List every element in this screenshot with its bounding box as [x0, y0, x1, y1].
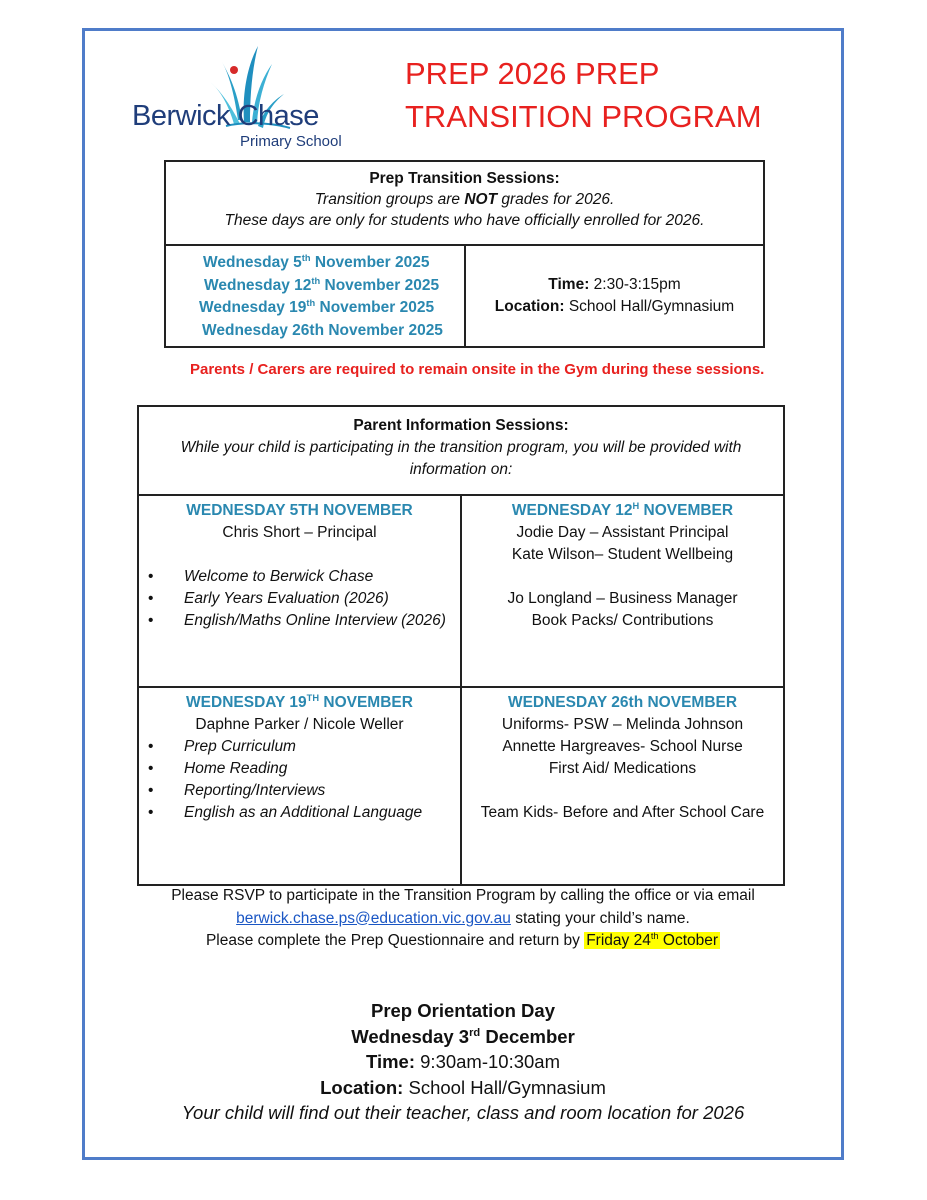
- session-line: Uniforms- PSW – Melinda Johnson: [501, 716, 744, 733]
- info-session-19th: [138, 687, 461, 885]
- session-date: Wednesday 26th November 2025: [202, 321, 443, 339]
- session-date: Wednesday 12th November 2025: [204, 275, 440, 294]
- deadline-highlight: Friday 24th October: [586, 930, 719, 949]
- topic-item: • Prep Curriculum: [139, 736, 460, 758]
- info-heading-cell: [138, 406, 784, 495]
- session-date: Wednesday 5th November 2025: [203, 252, 430, 271]
- orientation-title: Prep Orientation Day: [370, 1000, 555, 1021]
- orientation-note: Your child will find out their teacher, class and room location for 2026: [181, 1102, 745, 1123]
- transition-heading: Prep Transition Sessions:: [369, 170, 560, 187]
- info-session-26th: [461, 687, 784, 885]
- parent-info-table: [137, 405, 785, 886]
- transition-sessions-table: [164, 160, 765, 348]
- email-link[interactable]: berwick.chase.ps@education.vic.gov.au: [236, 909, 511, 927]
- session-line: Kate Wilson– Student Wellbeing: [511, 546, 734, 563]
- topic-item: • Welcome to Berwick Chase: [139, 566, 460, 588]
- topic-item: • English/Maths Online Interview (2026): [139, 610, 460, 632]
- orientation-time: Time: 9:30am-10:30am: [365, 1051, 561, 1072]
- topic-item: • Home Reading: [139, 758, 460, 780]
- session-line: Annette Hargreaves- School Nurse: [502, 738, 743, 755]
- topic-item: • Early Years Evaluation (2026): [139, 588, 460, 610]
- info-session-12th: [461, 495, 784, 687]
- orientation-block: [82, 998, 844, 1126]
- session-title: WEDNESDAY 26th NOVEMBER: [507, 694, 738, 711]
- orientation-location: Location: School Hall/Gymnasium: [320, 1076, 606, 1098]
- rsvp-block: [82, 885, 844, 953]
- info-heading: Parent Information Sessions:: [353, 417, 569, 434]
- transition-note-1: Transition groups are NOT grades for 2026.: [314, 191, 615, 208]
- orientation-date: Wednesday 3rd December: [351, 1025, 575, 1047]
- parents-notice: Parents / Carers are required to remain onsite in the Gym during these sessions.: [190, 361, 765, 378]
- topic-item: • Reporting/Interviews: [139, 780, 460, 802]
- session-location: Location: School Hall/Gymnasium: [494, 298, 735, 315]
- session-title: WEDNESDAY 19TH NOVEMBER: [186, 692, 413, 711]
- rsvp-line-1: Please RSVP to participate in the Transition Program by calling the office or via email: [171, 887, 755, 904]
- page-title: PREP 2026 PREP TRANSITION PROGRAM: [405, 56, 762, 134]
- info-intro: While your child is participating in the transition program, you will be provided with information on:: [180, 439, 742, 478]
- session-speaker: Daphne Parker / Nicole Weller: [195, 716, 404, 733]
- logo-subtitle: Primary School: [240, 133, 342, 150]
- session-line: Jodie Day – Assistant Principal: [516, 524, 729, 541]
- topic-item: • English as an Additional Language: [139, 802, 460, 824]
- session-line: Team Kids- Before and After School Care: [480, 804, 765, 821]
- ladybird-icon: [230, 66, 238, 74]
- rsvp-line-3: Please complete the Prep Questionnaire and return by Friday 24th October: [205, 930, 719, 949]
- session-speaker: Chris Short – Principal: [222, 524, 377, 541]
- session-title: WEDNESDAY 5TH NOVEMBER: [186, 502, 413, 519]
- transition-time-cell: [465, 245, 764, 347]
- transition-note-2: These days are only for students who have officially enrolled for 2026.: [224, 212, 705, 229]
- session-date: Wednesday 19th November 2025: [199, 297, 435, 316]
- transition-dates-cell: [165, 245, 465, 347]
- transition-heading-cell: [165, 161, 764, 245]
- session-topics: [139, 736, 460, 824]
- info-session-5th: [138, 495, 461, 687]
- rsvp-line-2: berwick.chase.ps@education.vic.gov.au stating your child’s name.: [236, 909, 690, 927]
- session-line: Book Packs/ Contributions: [531, 612, 714, 629]
- session-title: WEDNESDAY $12^H$ NOVEMBER: [511, 500, 734, 519]
- session-line: First Aid/ Medications: [548, 760, 697, 777]
- session-topics: [139, 566, 460, 632]
- session-time: Time: 2:30-3:15pm: [548, 276, 681, 293]
- session-line: Jo Longland – Business Manager: [507, 590, 738, 607]
- logo-name: Berwick Chase: [132, 100, 319, 132]
